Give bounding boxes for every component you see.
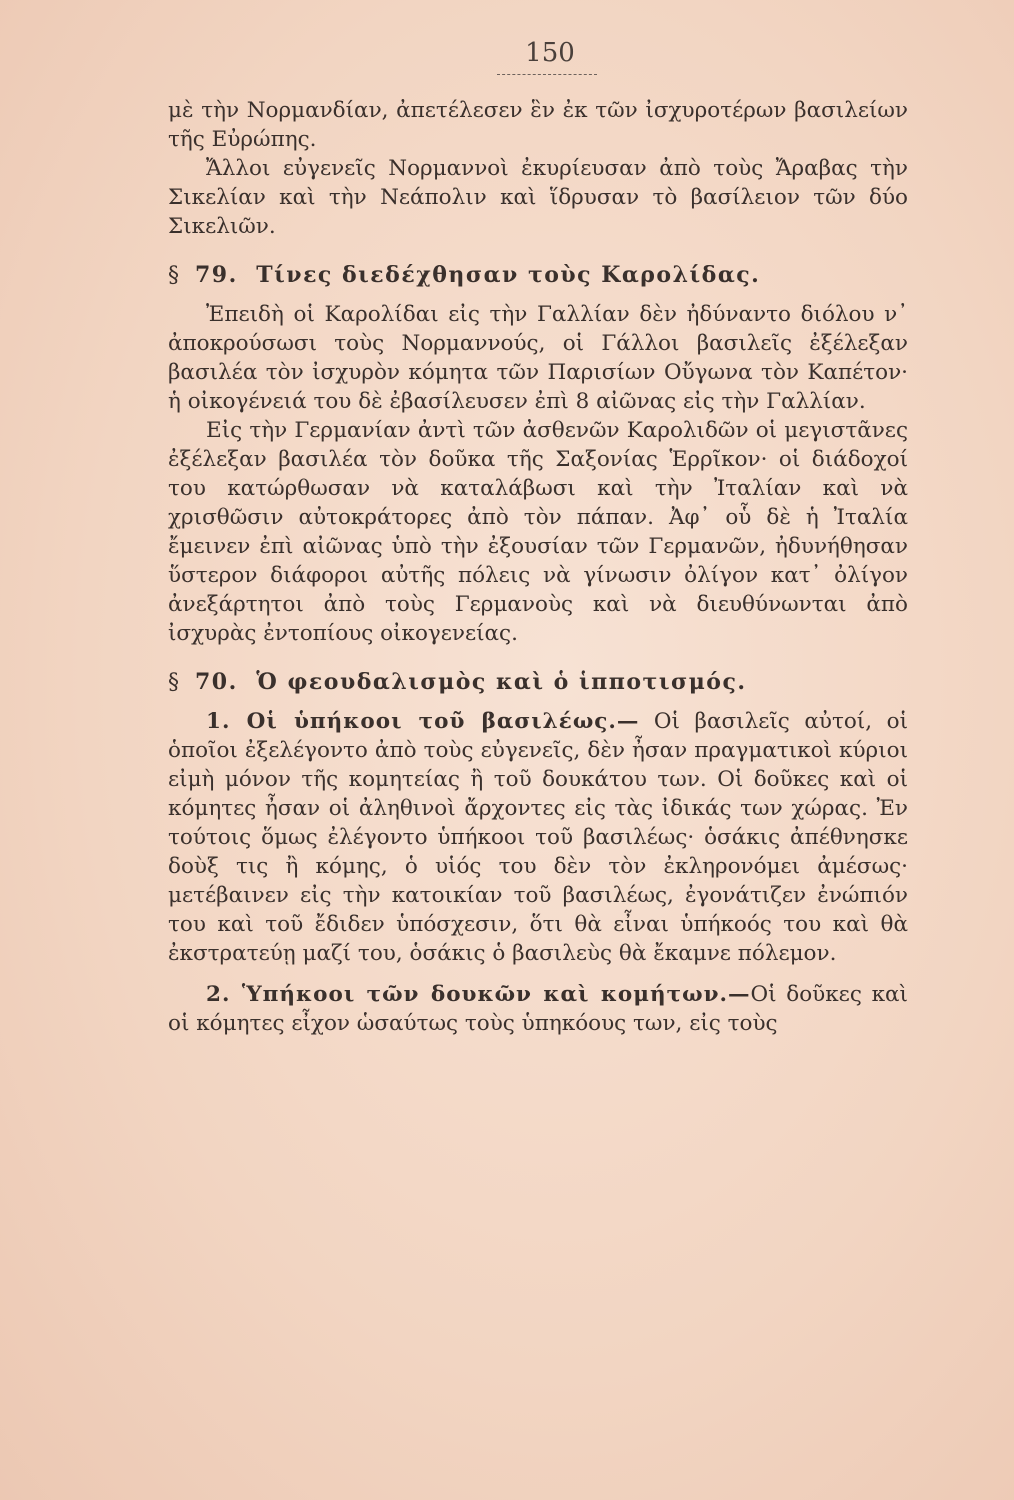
paragraph-sicily: Ἄλλοι εὐγενεῖς Νορμαννοὶ ἐκυρίευσαν ἀπὸ τοὺς Ἄραβας τὴν Σικελίαν καὶ τὴν Νεάπολιν καὶ ἵδρυσαν τὸ βασίλειον τῶν δύο Σικελιῶν. bbox=[168, 156, 908, 239]
section-title: Ὁ φεουδαλισμὸς καὶ ὁ ἱπποτισμός. bbox=[256, 669, 747, 695]
subsection-lead: 1. Οἱ ὑπήκοοι τοῦ βασιλέως.— bbox=[206, 709, 640, 734]
paragraph-normandy: μὲ τὴν Νορμανδίαν, ἀπετέλεσεν ἓν ἐκ τῶν ἰσχυροτέρων βασιλείων τῆς Εὐρώπης. bbox=[168, 98, 908, 152]
section-heading-70 bbox=[168, 668, 908, 697]
section-sign: § bbox=[168, 263, 181, 288]
page-text bbox=[168, 96, 908, 1038]
section-number: 70. bbox=[195, 669, 238, 695]
page-number-rule bbox=[497, 74, 597, 75]
paragraph-germany: Εἰς τὴν Γερμανίαν ἀντὶ τῶν ἀσθενῶν Καρολιδῶν οἱ μεγιστᾶνες ἐξέλεξαν βασιλέα τὸν δοῦκα τῆς Σαξονίας Ἑρρῖκον· οἱ διάδοχοί του κατώρθωσαν νὰ καταλάβωσι καὶ τὴν Ἰταλίαν καὶ νὰ χρισθῶσιν αὐτοκράτορες ἀπὸ τὸν πάπαν. Ἀφ᾽ οὗ δὲ ἡ Ἰταλία ἔμεινεν ἐπὶ αἰῶνας ὑπὸ τὴν ἐξουσίαν τῶν Γερμανῶν, ἠδυνήθησαν ὕστερον διάφοροι αὐτῆς πόλεις νὰ γίνωσιν ὀλίγον κατ᾽ ὀλίγον ἀνεξάρτητοι ἀπὸ τοὺς Γερμανοὺς καὶ νὰ διευθύνωνται ἀπὸ ἰσχυρὰς ἐντοπίους οἰκογενείας. bbox=[168, 418, 908, 646]
section-title: Τίνες διεδέχθησαν τοὺς Καρολίδας. bbox=[256, 262, 761, 288]
subsection-duke-subjects bbox=[168, 980, 908, 1038]
paragraph-france: Ἐπειδὴ οἱ Καρολίδαι εἰς τὴν Γαλλίαν δὲν ἠδύναντο διόλου ν᾽ ἀποκρούσωσι τοὺς Νορμαννούς, οἱ Γάλλοι βασιλεῖς ἐξέλεξαν βασιλέα τὸν ἰσχυρὸν κόμητα τῶν Παρισίων Οὔγωνα τὸν Καπέτον· ἡ οἰκογένειά του δὲ ἐβασίλευσεν ἐπὶ 8 αἰῶνας εἰς τὴν Γαλλίαν. bbox=[168, 302, 908, 414]
section-number: 79. bbox=[195, 262, 238, 288]
subsection-lead: 2. Ὑπήκοοι τῶν δουκῶν καὶ κομήτων.— bbox=[206, 982, 751, 1007]
page-number: 150 bbox=[525, 38, 575, 68]
section-sign: § bbox=[168, 670, 181, 695]
section-heading-79 bbox=[168, 261, 908, 290]
subsection-king-subjects bbox=[168, 707, 908, 968]
subsection-text: Οἱ βασιλεῖς αὐτοί, οἱ ὁποῖοι ἐξελέγοντο ἀπὸ τοὺς εὐγενεῖς, δὲν ἦσαν πραγματικοὶ κύριοι εἰμὴ μόνον τῆς κομητείας ἢ τοῦ δουκάτου των. Οἱ δοῦκες καὶ οἱ κόμητες ἦσαν οἱ ἀληθινοὶ ἄρχοντες εἰς τὰς ἰδικάς των χώρας. Ἐν τούτοις ὅμως ἐλέγοντο ὑπήκοοι τοῦ βασιλέως· ὁσάκις ἀπέθνησκε δοὺξ τις ἢ κόμης, ὁ υἱός του δὲν τὸν ἐκληρονόμει ἀμέσως· μετέβαινεν εἰς τὴν κατοικίαν τοῦ βασιλέως, ἐγονάτιζεν ἐνώπιόν του καὶ τοῦ ἔδιδεν ὑπόσχεσιν, ὅτι θὰ εἶναι ὑπήκοός του καὶ θὰ ἐκστρατεύῃ μαζί του, ὁσάκις ὁ βασιλεὺς θὰ ἔκαμνε πόλεμον. bbox=[168, 709, 908, 966]
subsection-text: Οἱ δοῦκες καὶ οἱ κόμητες εἶχον ὡσαύτως τοὺς ὑπηκόους των, εἰς τοὺς bbox=[168, 982, 908, 1036]
